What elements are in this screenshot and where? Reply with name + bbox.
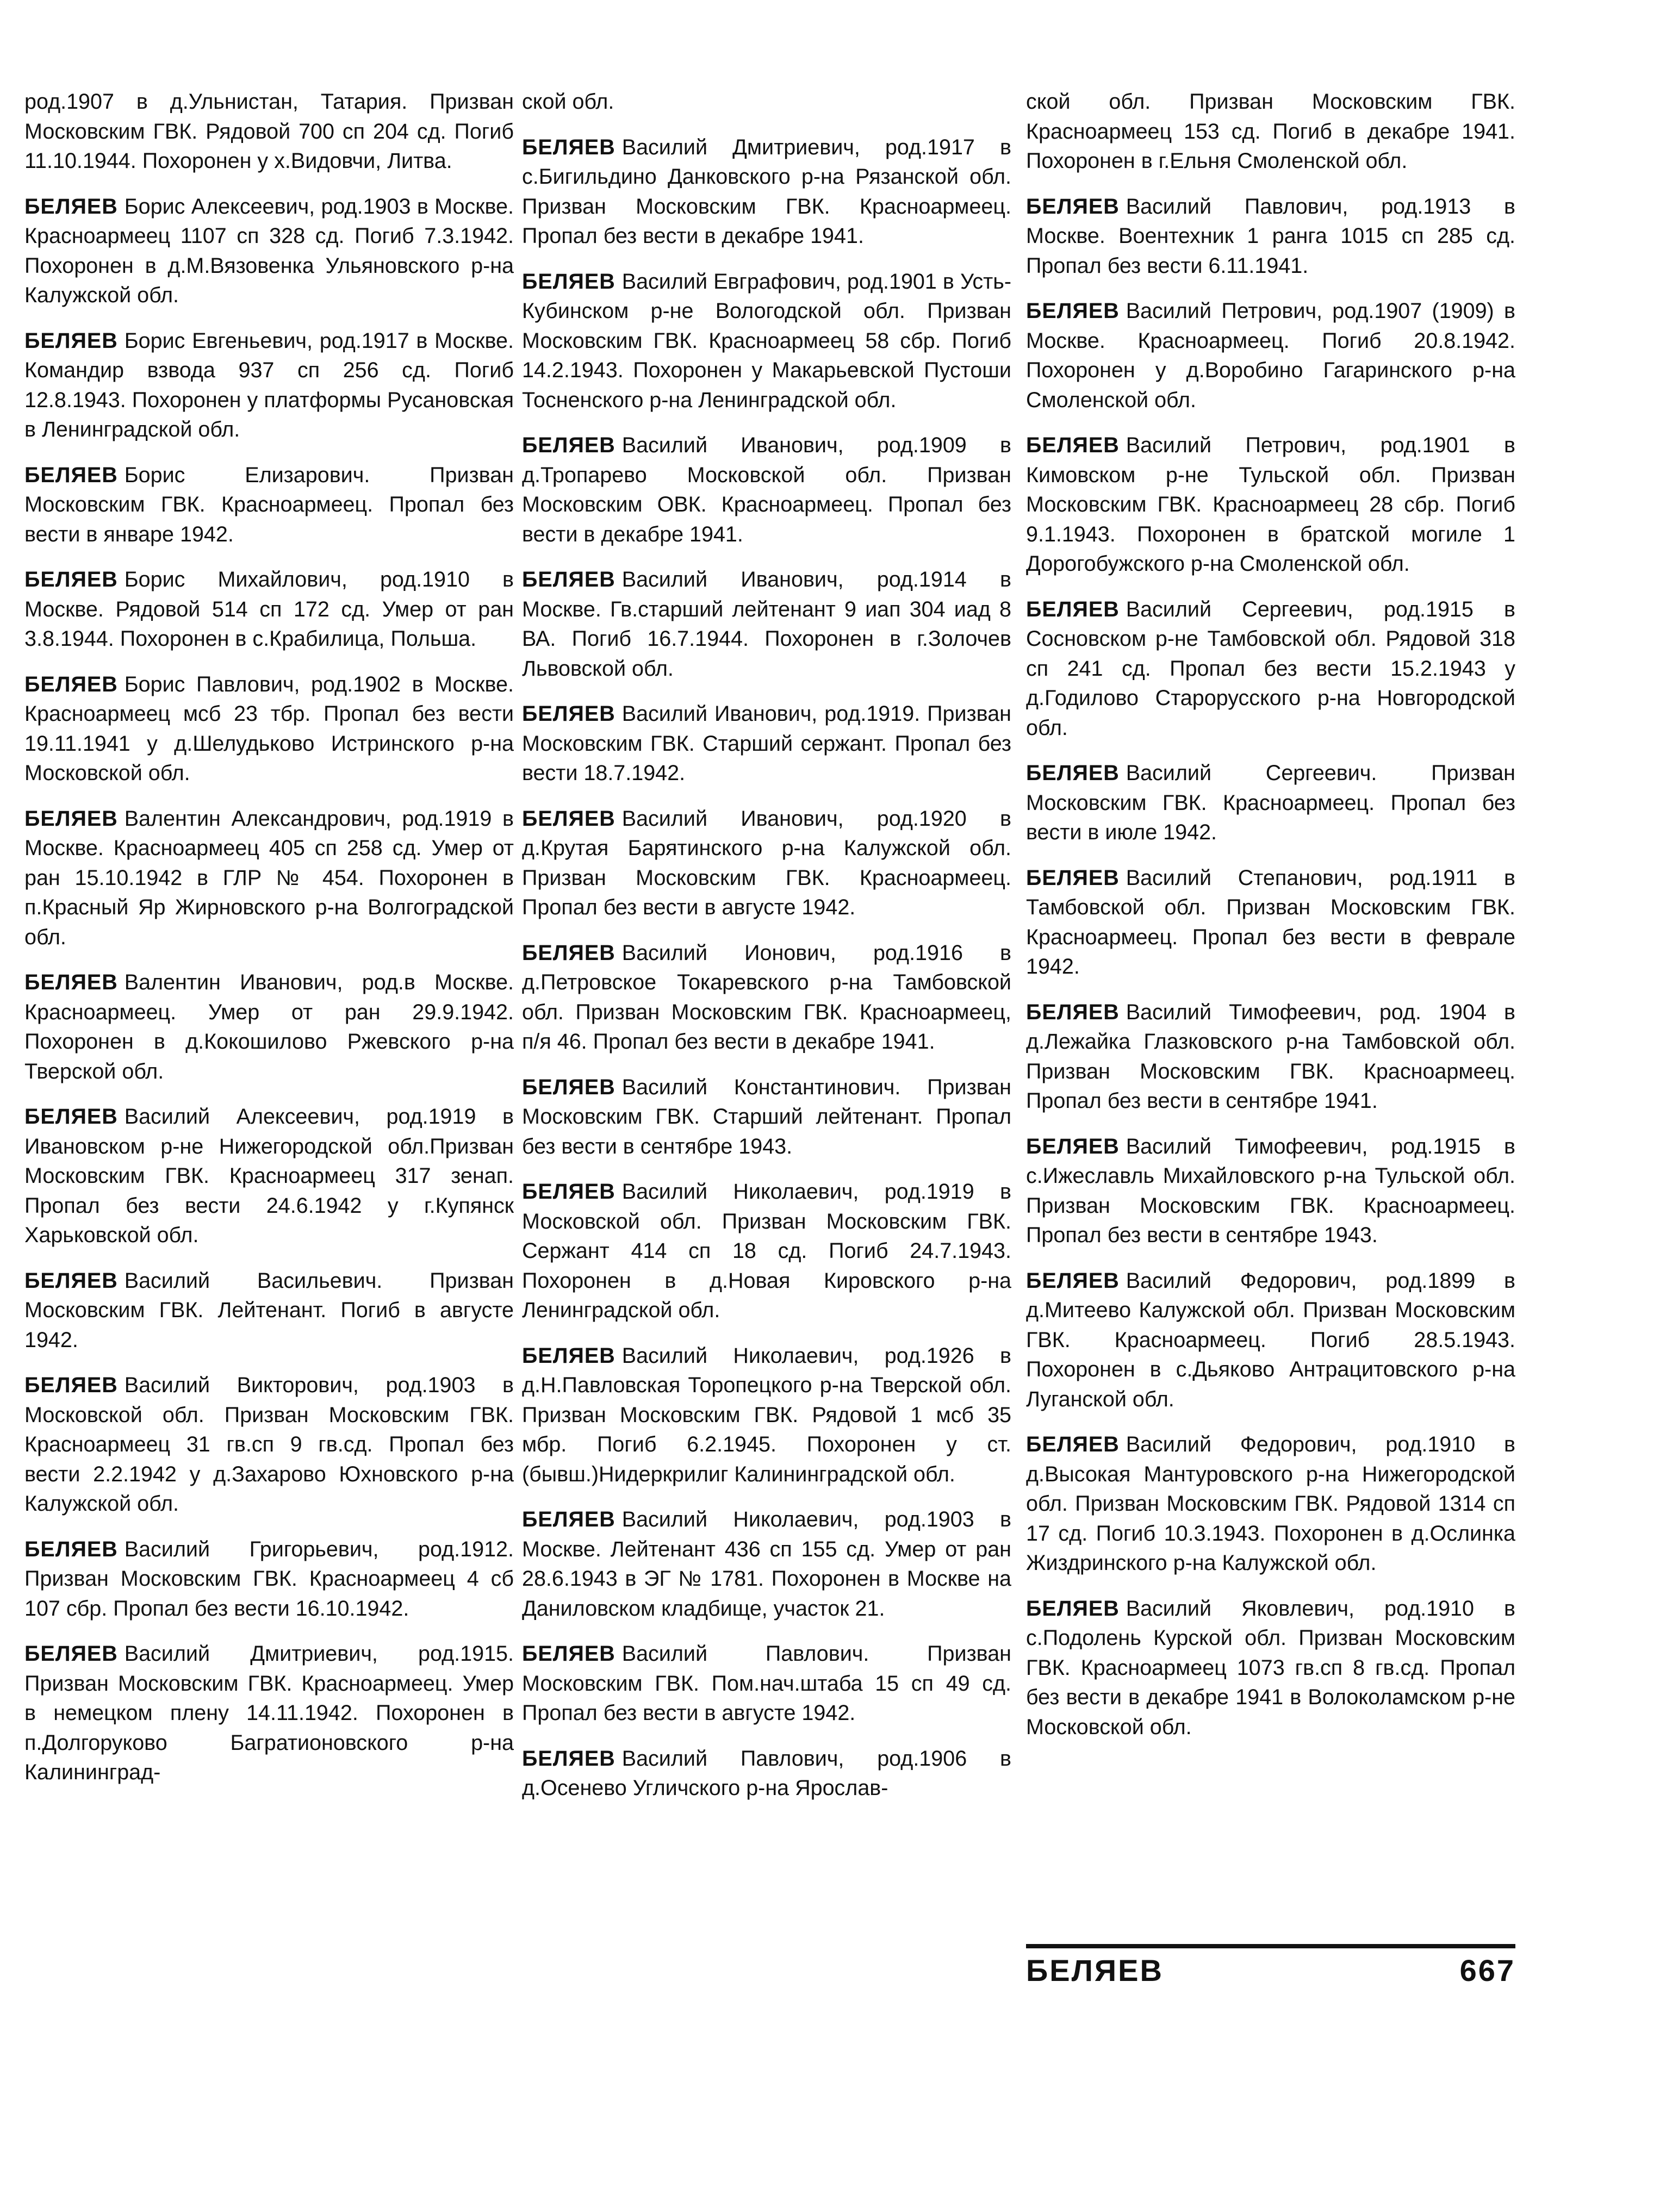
- entry-text: ской обл.: [522, 90, 614, 114]
- entry-surname: БЕЛЯЕВ: [1026, 1268, 1120, 1293]
- entry-text: Василий Иванович, род.1919. Призван Московским ГВК. Старший сержант. Пропал без вести 18.7.1942.: [522, 702, 1011, 785]
- entry-surname: БЕЛЯЕВ: [24, 806, 118, 831]
- entry-surname: БЕЛЯЕВ: [522, 1642, 616, 1666]
- entry-surname: БЕЛЯЕВ: [1026, 1000, 1120, 1024]
- memorial-entry: [522, 1073, 1011, 1162]
- memorial-entry: [24, 968, 514, 1086]
- entry-surname: БЕЛЯЕВ: [522, 568, 616, 591]
- entry-surname: БЕЛЯЕВ: [522, 702, 616, 726]
- entry-text: Валентин Иванович, род.в Москве. Красноармеец. Умер от ран 29.9.1942. Похоронен в д.Кокошилово Ржевского р-на Тверской обл.: [24, 970, 514, 1083]
- entry-text: Василий Григорьевич, род.1912. Призван Московским ГВК. Красноармеец 4 сб 107 сбр. Пропал без вести 16.10.1942.: [24, 1537, 514, 1621]
- memorial-entry: [24, 87, 514, 176]
- entry-surname: БЕЛЯЕВ: [522, 269, 616, 294]
- memorial-entry: [1026, 296, 1515, 415]
- page-number: 667: [1459, 1953, 1515, 1987]
- entry-surname: БЕЛЯЕВ: [1026, 1134, 1120, 1158]
- entry-text: Василий Иванович, род.1920 в д.Крутая Барятинского р-на Калужской обл. Призван Московским ГВК. Красноармеец. Пропал без вести в августе 1942.: [522, 806, 1011, 919]
- entry-text: Василий Васильевич. Призван Московским ГВК. Лейтенант. Погиб в августе 1942.: [24, 1268, 514, 1352]
- entry-surname: БЕЛЯЕВ: [24, 328, 118, 353]
- memorial-entry: [24, 1102, 514, 1250]
- memorial-entry: [1026, 863, 1515, 982]
- column-middle: [522, 87, 1011, 1819]
- entry-text: Борис Евгеньевич, род.1917 в Москве. Командир взвода 937 сп 256 сд. Погиб 12.8.1943. Похоронен у платформы Русановская в Ленинградской обл.: [24, 328, 514, 441]
- entry-text: Василий Николаевич, род.1919 в Московской обл. Призван Московским ГВК. Сержант 414 сп 18 сд. Погиб 24.7.1943. Похоронен в д.Новая Кировского р-на Ленинградской обл.: [522, 1180, 1011, 1322]
- entry-text: Василий Иванович, род.1914 в Москве. Гв.старший лейтенант 9 иап 304 иад 8 ВА. Погиб 16.7.1944. Похоронен в г.Золочев Львовской обл.: [522, 568, 1011, 681]
- memorial-entry: [1026, 1594, 1515, 1742]
- column-right: [1026, 87, 1515, 1758]
- entry-text: Борис Михайлович, род.1910 в Москве. Рядовой 514 сп 172 сд. Умер от ран 3.8.1944. Похоронен в с.Крабилица, Польша.: [24, 568, 514, 651]
- entry-surname: БЕЛЯЕВ: [24, 194, 118, 219]
- entry-surname: БЕЛЯЕВ: [1026, 865, 1120, 890]
- memorial-entry: [522, 1177, 1011, 1325]
- memorial-entry: [522, 804, 1011, 923]
- memorial-entry: [522, 565, 1011, 683]
- memorial-entry: [1026, 1430, 1515, 1578]
- memorial-entry: [522, 267, 1011, 415]
- memorial-entry: [1026, 192, 1515, 281]
- memorial-entry: [522, 699, 1011, 788]
- entry-surname: БЕЛЯЕВ: [24, 463, 118, 487]
- entry-text: Василий Иванович, род.1909 в д.Тропарево Московской обл. Призван Московским ОВК. Красноармеец. Пропал без вести в декабре 1941.: [522, 433, 1011, 546]
- entry-text: Василий Константинович. Призван Московским ГВК. Старший лейтенант. Пропал без вести в сентябре 1943.: [522, 1075, 1011, 1158]
- entry-text: Борис Павлович, род.1902 в Москве. Красноармеец мсб 23 тбр. Пропал без вести 19.11.1941 у д.Шелудьково Истринского р-на Московской обл.: [24, 672, 514, 785]
- entry-text: Василий Федорович, род.1910 в д.Высокая Мантуровского р-на Нижегородской обл. Призван Московским ГВК. Рядовой 1314 сп 17 сд. Погиб 10.3.1943. Похоронен в д.Ослинка Жиздринского р-на Калужской обл.: [1026, 1432, 1515, 1575]
- entry-surname: БЕЛЯЕВ: [24, 1268, 118, 1293]
- running-head: [1026, 1953, 1515, 1988]
- entry-text: Василий Яковлевич, род.1910 в с.Подолень Курской обл. Призван Московским ГВК. Красноармеец 1073 гв.сп 8 гв.сд. Пропал без вести в декабре 1941 в Волоколамском р-не Московской обл.: [1026, 1596, 1515, 1739]
- entry-text: Василий Сергеевич. Призван Московским ГВК. Красноармеец. Пропал без вести в июле 1942.: [1026, 761, 1515, 844]
- memorial-entry: [1026, 595, 1515, 743]
- entry-surname: БЕЛЯЕВ: [24, 568, 118, 591]
- entry-surname: БЕЛЯЕВ: [522, 940, 616, 965]
- entry-surname: БЕЛЯЕВ: [1026, 597, 1120, 621]
- entry-text: Борис Алексеевич, род.1903 в Москве. Красноармеец 1107 сп 328 сд. Погиб 7.3.1942. Похоронен в д.М.Вязовенка Ульяновского р-на Калужской обл.: [24, 194, 514, 307]
- memorial-entry: [1026, 1266, 1515, 1415]
- memorial-entry: [1026, 998, 1515, 1116]
- entry-text: Василий Тимофеевич, род.1915 в с.Ижеславль Михайловского р-на Тульской обл. Призван Московским ГВК. Красноармеец. Пропал без вести в сентябре 1943.: [1026, 1134, 1515, 1247]
- entry-text: Василий Дмитриевич, род.1915. Призван Московским ГВК. Красноармеец. Умер в немецком плену 14.11.1942. Похоронен в п.Долгоруково Багратионовского р-на Калининград-: [24, 1642, 514, 1784]
- entry-surname: БЕЛЯЕВ: [522, 1075, 616, 1099]
- running-head-rule: [1026, 1944, 1515, 1948]
- entry-surname: БЕЛЯЕВ: [24, 672, 118, 696]
- entry-surname: БЕЛЯЕВ: [24, 970, 118, 994]
- memorial-entry: [24, 460, 514, 550]
- memorial-entry: [522, 431, 1011, 549]
- memorial-entry: [24, 326, 514, 445]
- entry-text: Борис Елизарович. Призван Московским ГВК. Красноармеец. Пропал без вести в январе 1942.: [24, 463, 514, 546]
- entry-text: Василий Павлович, род.1913 в Москве. Воентехник 1 ранга 1015 сп 285 сд. Пропал без вести 6.11.1941.: [1026, 194, 1515, 278]
- entry-text: Василий Николаевич, род.1903 в Москве. Лейтенант 436 сп 155 сд. Умер от ран 28.6.1943 в ЭГ № 1781. Похоронен в Москве на Даниловском кладбище, участок 21.: [522, 1507, 1011, 1621]
- entry-text: Василий Петрович, род.1901 в Кимовском р-не Тульской обл. Призван Московским ГВК. Красноармеец 28 сбр. Погиб 9.1.1943. Похоронен в братской могиле 1 Дорогобужского р-на Смоленской обл.: [1026, 433, 1515, 576]
- memorial-entry: [522, 1639, 1011, 1728]
- memorial-entry: [24, 1370, 514, 1519]
- entry-text: Василий Сергеевич, род.1915 в Сосновском р-не Тамбовской обл. Рядовой 318 сп 241 сд. Пропал без вести 15.2.1943 у д.Годилово Старорусского р-на Новгородской обл.: [1026, 597, 1515, 740]
- entry-surname: БЕЛЯЕВ: [522, 1507, 616, 1531]
- memorial-entry: [522, 133, 1011, 251]
- entry-surname: БЕЛЯЕВ: [522, 135, 616, 159]
- memorial-entry: [522, 1505, 1011, 1623]
- entry-surname: БЕЛЯЕВ: [1026, 1596, 1120, 1621]
- entry-surname: БЕЛЯЕВ: [1026, 1432, 1120, 1456]
- column-left: [24, 87, 514, 1803]
- entry-text: Василий Викторович, род.1903 в Московской обл. Призван Московским ГВК. Красноармеец 31 гв.сп 9 гв.сд. Пропал без вести 2.2.1942 у д.Захарово Юхновского р-на Калужской обл.: [24, 1373, 514, 1516]
- entry-surname: БЕЛЯЕВ: [24, 1537, 118, 1561]
- entry-text: Василий Дмитриевич, род.1917 в с.Бигильдино Данковского р-на Рязанской обл. Призван Московским ГВК. Красноармеец. Пропал без вести в декабре 1941.: [522, 135, 1011, 248]
- entry-text: Василий Павлович, род.1906 в д.Осенево Угличского р-на Ярослав-: [522, 1746, 1011, 1800]
- entry-surname: БЕЛЯЕВ: [1026, 299, 1120, 323]
- memorial-entry: [1026, 1132, 1515, 1250]
- memorial-entry: [24, 565, 514, 654]
- entry-text: Василий Тимофеевич, род. 1904 в д.Лежайка Глазковского р-на Тамбовской обл. Призван Московским ГВК. Красноармеец. Пропал без вести в сентябре 1941.: [1026, 1000, 1515, 1113]
- memorial-entry: [24, 1266, 514, 1355]
- entry-text: ской обл. Призван Московским ГВК. Красноармеец 153 сд. Погиб в декабре 1941. Похоронен в г.Ельня Смоленской обл.: [1026, 90, 1515, 173]
- memorial-entry: [522, 938, 1011, 1057]
- running-head-surname: БЕЛЯЕВ: [1026, 1953, 1164, 1987]
- entry-surname: БЕЛЯЕВ: [522, 1180, 616, 1204]
- memorial-entry: [24, 1535, 514, 1624]
- memorial-entry: [24, 1639, 514, 1787]
- entry-surname: БЕЛЯЕВ: [1026, 433, 1120, 457]
- memorial-entry: [522, 87, 1011, 117]
- entry-text: Валентин Александрович, род.1919 в Москве. Красноармеец 405 сп 258 сд. Умер от ран 15.10.1942 в ГЛР № 454. Похоронен в п.Красный Яр Жирновского р-на Волгоградской обл.: [24, 806, 514, 949]
- entry-surname: БЕЛЯЕВ: [522, 1343, 616, 1368]
- entry-surname: БЕЛЯЕВ: [522, 433, 616, 457]
- entry-surname: БЕЛЯЕВ: [24, 1373, 118, 1397]
- entry-text: Василий Евграфович, род.1901 в Усть-Кубинском р-не Вологодской обл. Призван Московским ГВК. Красноармеец 58 сбр. Погиб 14.2.1943. Похоронен у Макарьевской Пустоши Тосненского р-на Ленинградской обл.: [522, 269, 1011, 412]
- entry-text: Василий Федорович, род.1899 в д.Митеево Калужской обл. Призван Московским ГВК. Красноармеец. Погиб 28.5.1943. Похоронен в с.Дьяково Антрацитовского р-на Луганской обл.: [1026, 1268, 1515, 1411]
- entry-text: Василий Павлович. Призван Московским ГВК. Пом.нач.штаба 15 сп 49 сд. Пропал без вести в августе 1942.: [522, 1642, 1011, 1725]
- memorial-entry: [522, 1341, 1011, 1490]
- entry-text: Василий Ионович, род.1916 в д.Петровское Токаревского р-на Тамбовской обл. Призван Московским ГВК. Красноармеец, п/я 46. Пропал без вести в декабре 1941.: [522, 940, 1011, 1054]
- entry-text: Василий Николаевич, род.1926 в д.Н.Павловская Торопецкого р-на Тверской обл. Призван Московским ГВК. Рядовой 1 мсб 35 мбр. Погиб 6.2.1945. Похоронен у ст.(бывш.)Нидеркрилиг Калининградской обл.: [522, 1343, 1011, 1486]
- memorial-entry: [522, 1744, 1011, 1803]
- entry-surname: БЕЛЯЕВ: [24, 1105, 118, 1129]
- entry-surname: БЕЛЯЕВ: [522, 806, 616, 831]
- entry-surname: БЕЛЯЕВ: [24, 1642, 118, 1666]
- memorial-entry: [1026, 87, 1515, 176]
- memorial-entry: [1026, 431, 1515, 579]
- entry-surname: БЕЛЯЕВ: [1026, 194, 1120, 219]
- entry-text: Василий Степанович, род.1911 в Тамбовской обл. Призван Московским ГВК. Красноармеец. Пропал без вести в феврале 1942.: [1026, 865, 1515, 979]
- entry-text: Василий Петрович, род.1907 (1909) в Москве. Красноармеец. Погиб 20.8.1942. Похоронен у д.Воробино Гагаринского р-на Смоленской обл.: [1026, 299, 1515, 412]
- entry-surname: БЕЛЯЕВ: [1026, 761, 1120, 785]
- memorial-entry: [1026, 758, 1515, 848]
- memorial-entry: [24, 670, 514, 788]
- entry-surname: БЕЛЯЕВ: [522, 1746, 616, 1771]
- memorial-entry: [24, 192, 514, 310]
- entry-text: род.1907 в д.Ульнистан, Татария. Призван Московским ГВК. Рядовой 700 сп 204 сд. Погиб 11.10.1944. Похоронен у х.Видовчи, Литва.: [24, 90, 514, 173]
- entry-text: Василий Алексеевич, род.1919 в Ивановском р-не Нижегородской обл.Призван Московским ГВК. Красноармеец 317 зенап. Пропал без вести 24.6.1942 у г.Купянск Харьковской обл.: [24, 1105, 514, 1247]
- memorial-entry: [24, 804, 514, 952]
